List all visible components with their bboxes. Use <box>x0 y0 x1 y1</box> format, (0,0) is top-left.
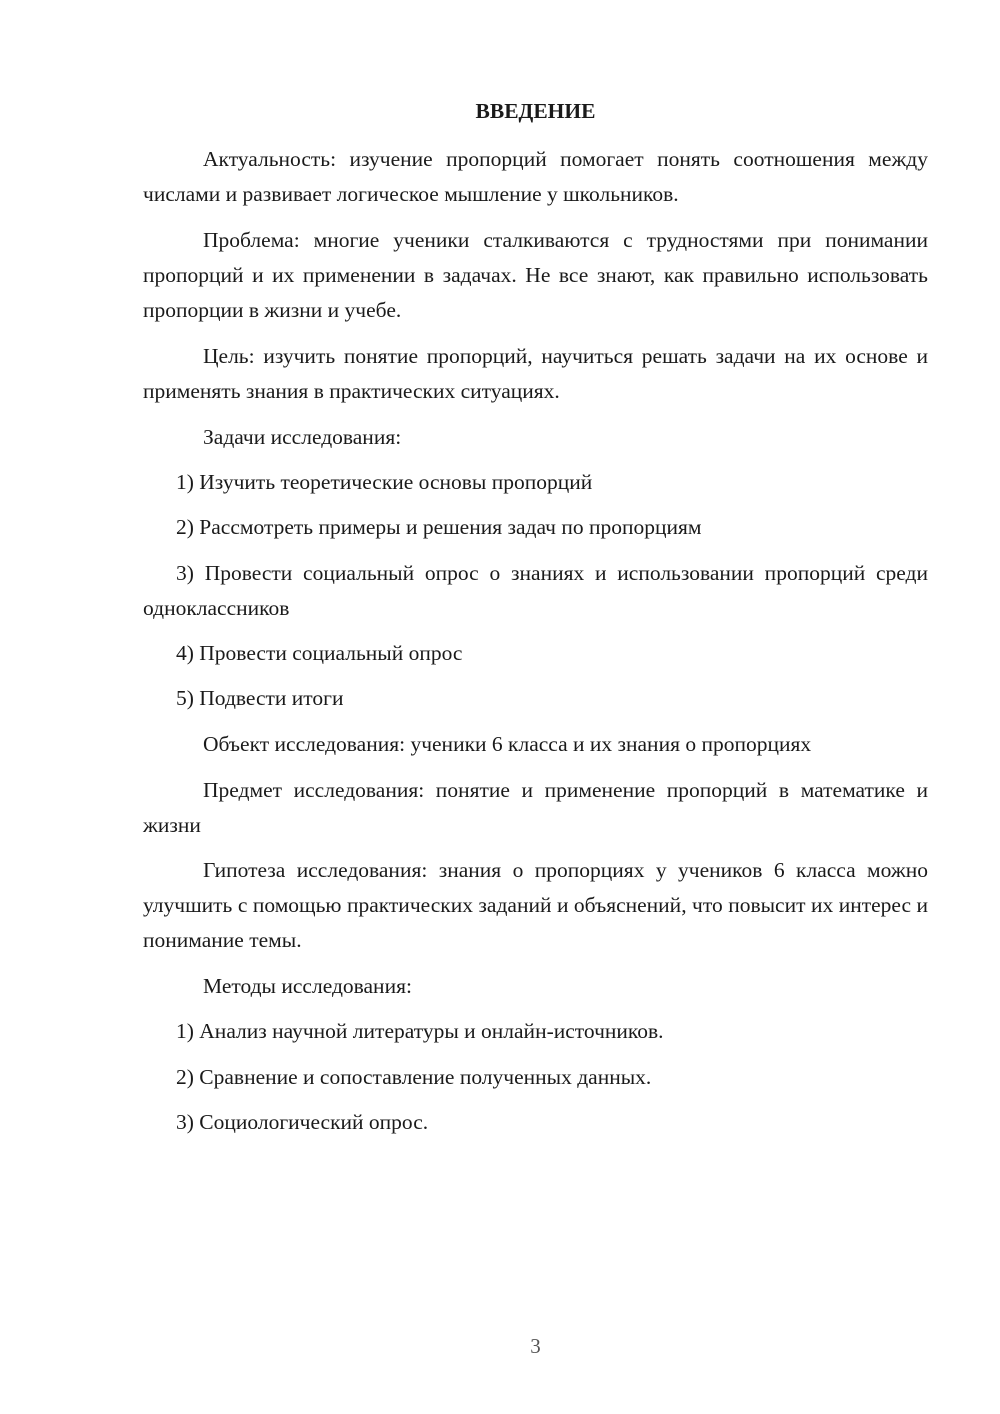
list-item-method-1: 1) Анализ научной литературы и онлайн-источников. <box>176 1019 664 1043</box>
list-item-task-3: 3) Провести социальный опрос о знаниях и использовании пропорций среди одноклассников <box>143 561 928 620</box>
page-title: ВВЕДЕНИЕ <box>475 99 596 123</box>
list-item-method-2: 2) Сравнение и сопоставление полученных данных. <box>176 1065 652 1089</box>
paragraph-relevance: Актуальность: изучение пропорций помогает понять соотношения между числами и развивает логическое мышление у школьников. <box>143 147 928 206</box>
list-item-method-3: 3) Социологический опрос. <box>176 1110 429 1134</box>
paragraph-object: Объект исследования: ученики 6 класса и их знания о пропорциях <box>203 732 812 756</box>
list-item-task-2: 2) Рассмотреть примеры и решения задач по пропорциям <box>176 515 702 539</box>
paragraph-hypothesis: Гипотеза исследования: знания о пропорциях у учеников 6 класса можно улучшить с помощью практических заданий и объяснений, что повысит их интерес и понимание темы. <box>143 858 928 952</box>
paragraph-subject: Предмет исследования: понятие и применение пропорций в математике и жизни <box>143 778 928 837</box>
page-number: 3 <box>530 1334 541 1358</box>
list-item-task-1: 1) Изучить теоретические основы пропорций <box>176 470 593 494</box>
paragraph-tasks-heading: Задачи исследования: <box>203 425 402 449</box>
list-item-task-5: 5) Подвести итоги <box>176 686 344 710</box>
paragraph-methods-heading: Методы исследования: <box>203 974 412 998</box>
paragraph-goal: Цель: изучить понятие пропорций, научиться решать задачи на их основе и применять знания в практических ситуациях. <box>143 344 928 403</box>
list-item-task-4: 4) Провести социальный опрос <box>176 641 463 665</box>
paragraph-problem: Проблема: многие ученики сталкиваются с трудностями при понимании пропорций и их применении в задачах. Не все знают, как правильно использовать пропорции в жизни и учебе. <box>143 228 928 322</box>
